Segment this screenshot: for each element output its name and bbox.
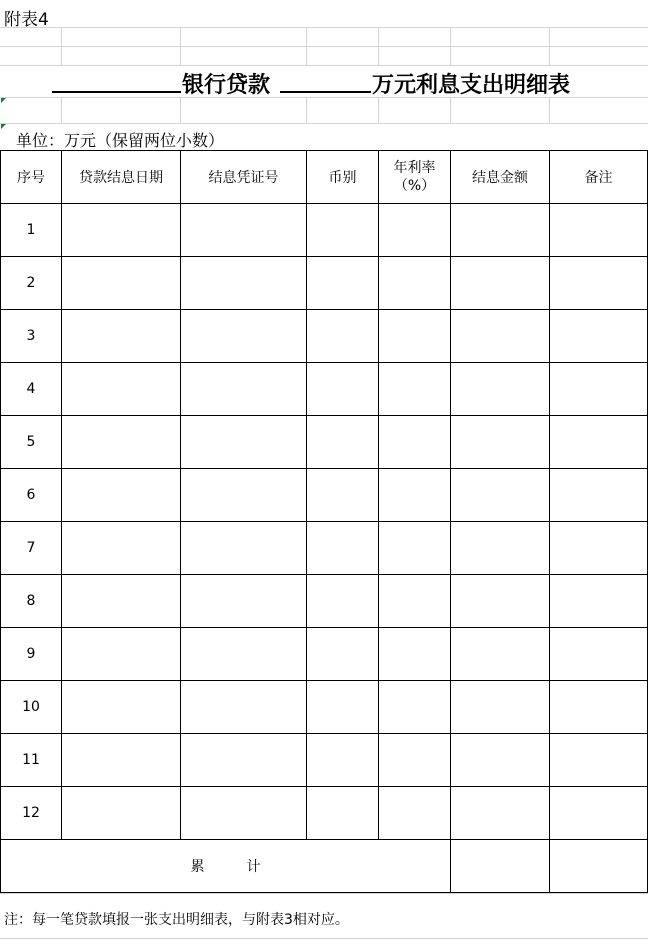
table-border-line bbox=[0, 415, 648, 416]
table-border-line bbox=[0, 786, 648, 787]
grid-line bbox=[0, 938, 648, 939]
grid-line bbox=[378, 97, 379, 123]
header-amount: 结息金额 bbox=[472, 169, 528, 186]
amount-blank bbox=[280, 91, 371, 93]
row-seq: 8 bbox=[26, 593, 36, 609]
row-seq: 7 bbox=[26, 540, 36, 556]
table-border-line bbox=[0, 309, 648, 310]
grid-line bbox=[0, 46, 648, 47]
grid-line bbox=[378, 27, 379, 65]
grid-line bbox=[0, 893, 648, 894]
row-seq: 11 bbox=[22, 752, 40, 768]
table-border-line bbox=[0, 256, 648, 257]
unit-note: 单位：万元（保留两位小数） bbox=[16, 131, 225, 150]
bank-name-blank bbox=[52, 91, 181, 93]
table-border-line bbox=[61, 150, 62, 839]
footnote: 注：每一笔贷款填报一张支出明细表，与附表3相对应。 bbox=[4, 912, 349, 928]
grid-line bbox=[306, 97, 307, 123]
header-seq: 序号 bbox=[17, 169, 45, 186]
table-border-line bbox=[0, 203, 648, 204]
grid-line bbox=[180, 97, 181, 123]
cell-error-marker bbox=[1, 98, 6, 103]
report-title bbox=[0, 65, 648, 97]
grid-line bbox=[61, 97, 62, 123]
grid-line bbox=[450, 27, 451, 65]
row-seq: 6 bbox=[26, 487, 36, 503]
header-currency: 币别 bbox=[328, 169, 357, 186]
table-border-line bbox=[0, 892, 648, 893]
row-seq: 10 bbox=[22, 699, 40, 715]
grid-line bbox=[0, 123, 648, 124]
grid-line bbox=[549, 27, 550, 65]
table-border-line bbox=[549, 150, 550, 893]
table-border-line bbox=[0, 680, 648, 681]
row-seq: 3 bbox=[26, 328, 36, 344]
table-border-line bbox=[0, 521, 648, 522]
grid-line bbox=[61, 27, 62, 65]
header-rate-line1: 年利率 bbox=[393, 159, 436, 176]
grid-line bbox=[549, 97, 550, 123]
table-border-line bbox=[306, 150, 307, 839]
header-voucher-no: 结息凭证号 bbox=[208, 169, 279, 186]
row-seq: 5 bbox=[26, 434, 36, 450]
row-seq: 1 bbox=[26, 222, 36, 238]
table-border-line bbox=[180, 150, 181, 839]
grid-line bbox=[306, 27, 307, 65]
table-border-line bbox=[378, 150, 379, 839]
row-seq: 4 bbox=[26, 381, 36, 397]
appendix-label: 附表4 bbox=[4, 10, 49, 30]
grid-line bbox=[0, 27, 648, 28]
row-seq: 2 bbox=[26, 275, 36, 291]
table-border-line bbox=[0, 627, 648, 628]
header-loan-date: 贷款结息日期 bbox=[79, 169, 163, 186]
grid-line bbox=[450, 97, 451, 123]
title-bank-suffix: 银行贷款 bbox=[182, 72, 271, 98]
table-border-line bbox=[450, 150, 451, 893]
header-annual-rate bbox=[379, 151, 450, 202]
table-border-line bbox=[0, 362, 648, 363]
total-label: 累 计 bbox=[190, 859, 261, 875]
header-remarks: 备注 bbox=[584, 169, 613, 186]
table-border-line bbox=[0, 468, 648, 469]
row-seq: 9 bbox=[26, 646, 36, 662]
title-amount-suffix: 万元利息支出明细表 bbox=[372, 72, 571, 98]
cell-error-marker bbox=[1, 124, 6, 129]
grid-line bbox=[180, 27, 181, 65]
row-seq: 12 bbox=[22, 805, 40, 821]
table-border-line bbox=[0, 574, 648, 575]
header-rate-line2: （%） bbox=[393, 177, 436, 194]
table-border-line bbox=[0, 733, 648, 734]
